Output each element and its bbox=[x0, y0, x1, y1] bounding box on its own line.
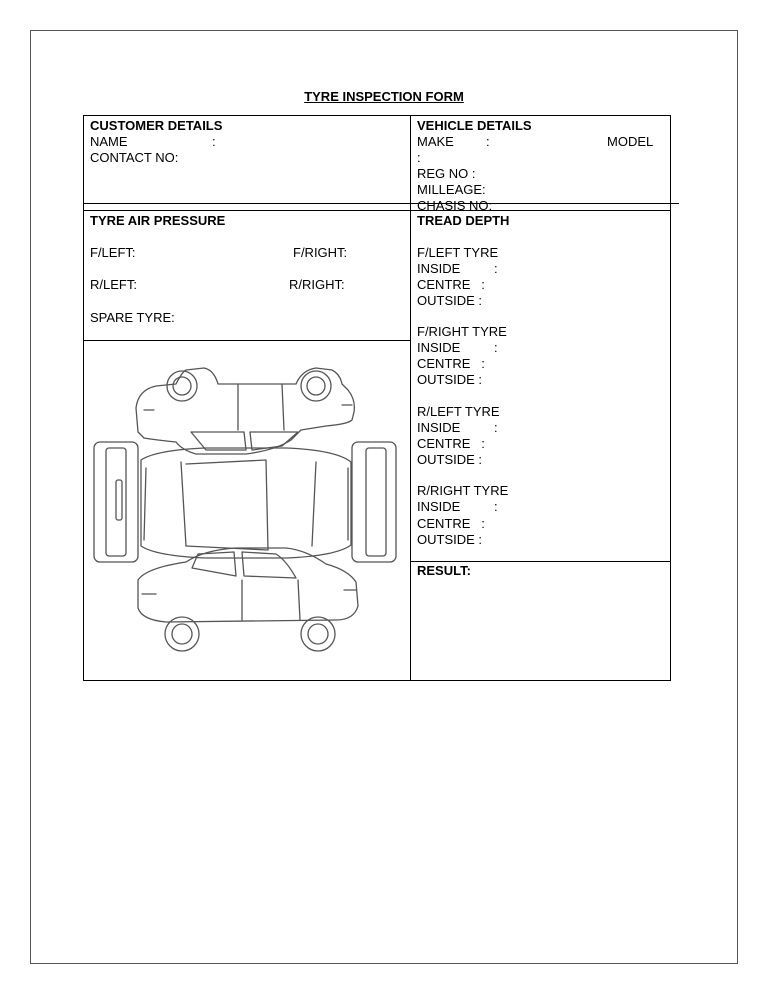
tread-group-tyre: R/RIGHT TYRE bbox=[417, 483, 509, 498]
tread-group-tyre: F/RIGHT TYRE bbox=[417, 324, 507, 339]
name-label: NAME bbox=[90, 134, 128, 149]
tread-outside-label: OUTSIDE : bbox=[417, 372, 483, 387]
tread-inside-colon: : bbox=[494, 340, 498, 355]
pressure-divider bbox=[83, 340, 410, 341]
table-left-border bbox=[83, 115, 84, 681]
make-colon: : bbox=[486, 134, 490, 149]
details-divider bbox=[83, 203, 679, 204]
car-damage-diagram bbox=[86, 350, 408, 675]
reg-no-label: REG NO : bbox=[417, 166, 476, 181]
tread-depth-heading: TREAD DEPTH bbox=[417, 213, 510, 228]
tread-centre-label: CENTRE : bbox=[417, 356, 485, 371]
mileage-label: MILLEAGE: bbox=[417, 182, 486, 197]
result-heading: RESULT: bbox=[417, 563, 471, 578]
tread-centre-label: CENTRE : bbox=[417, 436, 485, 451]
tread-inside-label: INSIDE bbox=[417, 420, 461, 435]
table-top-border bbox=[83, 115, 671, 116]
tread-inside-label: INSIDE bbox=[417, 261, 461, 276]
f-left-pressure: F/LEFT: bbox=[90, 245, 136, 260]
car-side-view-top bbox=[136, 368, 354, 454]
tread-outside-label: OUTSIDE : bbox=[417, 293, 483, 308]
tread-inside-colon: : bbox=[494, 499, 498, 514]
table-right-border bbox=[670, 115, 671, 681]
result-divider bbox=[410, 561, 671, 562]
details-divider-2 bbox=[83, 210, 671, 211]
contact-label: CONTACT NO: bbox=[90, 150, 179, 165]
tread-inside-colon: : bbox=[494, 420, 498, 435]
tread-group-tyre: R/LEFT TYRE bbox=[417, 404, 500, 419]
tread-inside-label: INSIDE bbox=[417, 499, 461, 514]
model-label: MODEL bbox=[607, 134, 654, 149]
tread-centre-label: CENTRE : bbox=[417, 277, 485, 292]
air-pressure-heading: TYRE AIR PRESSURE bbox=[90, 213, 226, 228]
spare-tyre-pressure: SPARE TYRE: bbox=[90, 310, 175, 325]
tread-centre-label: CENTRE : bbox=[417, 516, 485, 531]
tread-inside-colon: : bbox=[494, 261, 498, 276]
car-plan-view bbox=[94, 442, 396, 562]
tread-outside-label: OUTSIDE : bbox=[417, 532, 483, 547]
vehicle-details-heading: VEHICLE DETAILS bbox=[417, 118, 532, 133]
form-title: TYRE INSPECTION FORM bbox=[304, 89, 464, 104]
chasis-no-label: CHASIS NO: bbox=[417, 198, 493, 213]
customer-details-heading: CUSTOMER DETAILS bbox=[90, 118, 223, 133]
table-center-divider bbox=[410, 115, 411, 681]
table-bottom-border bbox=[83, 680, 671, 681]
tread-outside-label: OUTSIDE : bbox=[417, 452, 483, 467]
r-left-pressure: R/LEFT: bbox=[90, 277, 137, 292]
r-right-pressure: R/RIGHT: bbox=[289, 277, 345, 292]
make-label: MAKE bbox=[417, 134, 454, 149]
f-right-pressure: F/RIGHT: bbox=[293, 245, 348, 260]
car-side-view-bottom bbox=[138, 548, 358, 651]
tread-group-tyre: F/LEFT TYRE bbox=[417, 245, 499, 260]
model-colon: : bbox=[417, 150, 421, 165]
tread-inside-label: INSIDE bbox=[417, 340, 461, 355]
name-colon: : bbox=[212, 134, 216, 149]
